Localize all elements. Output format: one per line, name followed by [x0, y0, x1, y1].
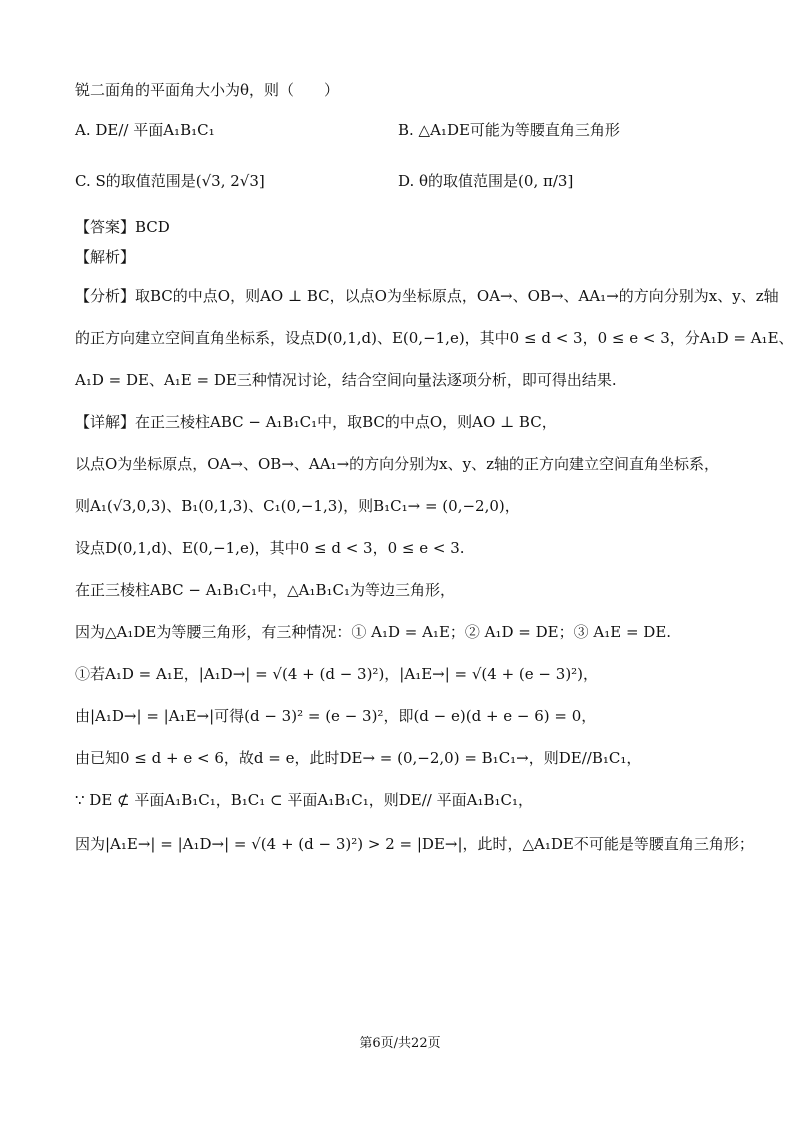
- detail-line-3: 则A₁(√3,0,3)、B₁(0,1,3)、C₁(0,−1,3)，则B₁C₁→ = (0,−2,0)，: [75, 497, 520, 515]
- option-a: A. DE// 平面A₁B₁C₁: [75, 121, 215, 139]
- detail-line-7: ①若A₁D = A₁E，|A₁D→| = √(4 + (d − 3)²)，|A₁E→| = √(4 + (e − 3)²)，: [75, 665, 599, 683]
- detail-line-4: 设点D(0,1,d)、E(0,−1,e)，其中0 ≤ d < 3，0 ≤ e < 3.: [75, 539, 465, 557]
- detail-line-11: 因为|A₁E→| = |A₁D→| = √(4 + (d − 3)²) > 2 = |DE→|，此时，△A₁DE不可能是等腰直角三角形；: [75, 835, 754, 853]
- detail-line-9: 由已知0 ≤ d + e < 6，故d = e，此时DE→ = (0,−2,0) = B₁C₁→，则DE//B₁C₁，: [75, 749, 642, 767]
- detail-line-6: 因为△A₁DE为等腰三角形，有三种情况：① A₁D = A₁E；② A₁D = DE；③ A₁E = DE.: [75, 623, 672, 641]
- detail-line-10: ∵ DE ⊄ 平面A₁B₁C₁，B₁C₁ ⊂ 平面A₁B₁C₁，则DE// 平面A₁B₁C₁，: [75, 791, 533, 809]
- detail-line-5: 在正三棱柱ABC − A₁B₁C₁中，△A₁B₁C₁为等边三角形，: [75, 581, 455, 599]
- analysis-label: 【解析】: [75, 248, 136, 266]
- detail-line-1: 【详解】在正三棱柱ABC − A₁B₁C₁中，取BC的中点O，则AO ⊥ BC，: [75, 413, 557, 431]
- analysis-line-2: 的正方向建立空间直角坐标系，设点D(0,1,d)、E(0,−1,e)，其中0 ≤ d < 3，0 ≤ e < 3，分A₁D = A₁E、: [75, 329, 794, 347]
- detail-line-2: 以点O为坐标原点，OA→、OB→、AA₁→的方向分别为x、y、z轴的正方向建立空间直角坐标系，: [75, 455, 719, 473]
- analysis-line-1: 【分析】取BC的中点O，则AO ⊥ BC，以点O为坐标原点，OA→、OB→、AA₁→的方向分别为x、y、z轴: [75, 287, 779, 305]
- option-c: C. S的取值范围是(√3, 2√3]: [75, 172, 265, 190]
- answer-label: 【答案】BCD: [75, 218, 170, 236]
- question-stem-line: 锐二面角的平面角大小为θ，则（ ）: [75, 81, 340, 99]
- detail-line-8: 由|A₁D→| = |A₁E→|可得(d − 3)² = (e − 3)²，即(d − e)(d + e − 6) = 0，: [75, 707, 597, 725]
- page-footer: 第6页/共22页: [359, 1036, 441, 1051]
- option-d: D. θ的取值范围是(0, π/3]: [398, 172, 574, 190]
- option-b: B. △A₁DE可能为等腰直角三角形: [398, 121, 620, 139]
- analysis-line-3: A₁D = DE、A₁E = DE三种情况讨论，结合空间向量法逐项分析，即可得出结果.: [75, 371, 617, 389]
